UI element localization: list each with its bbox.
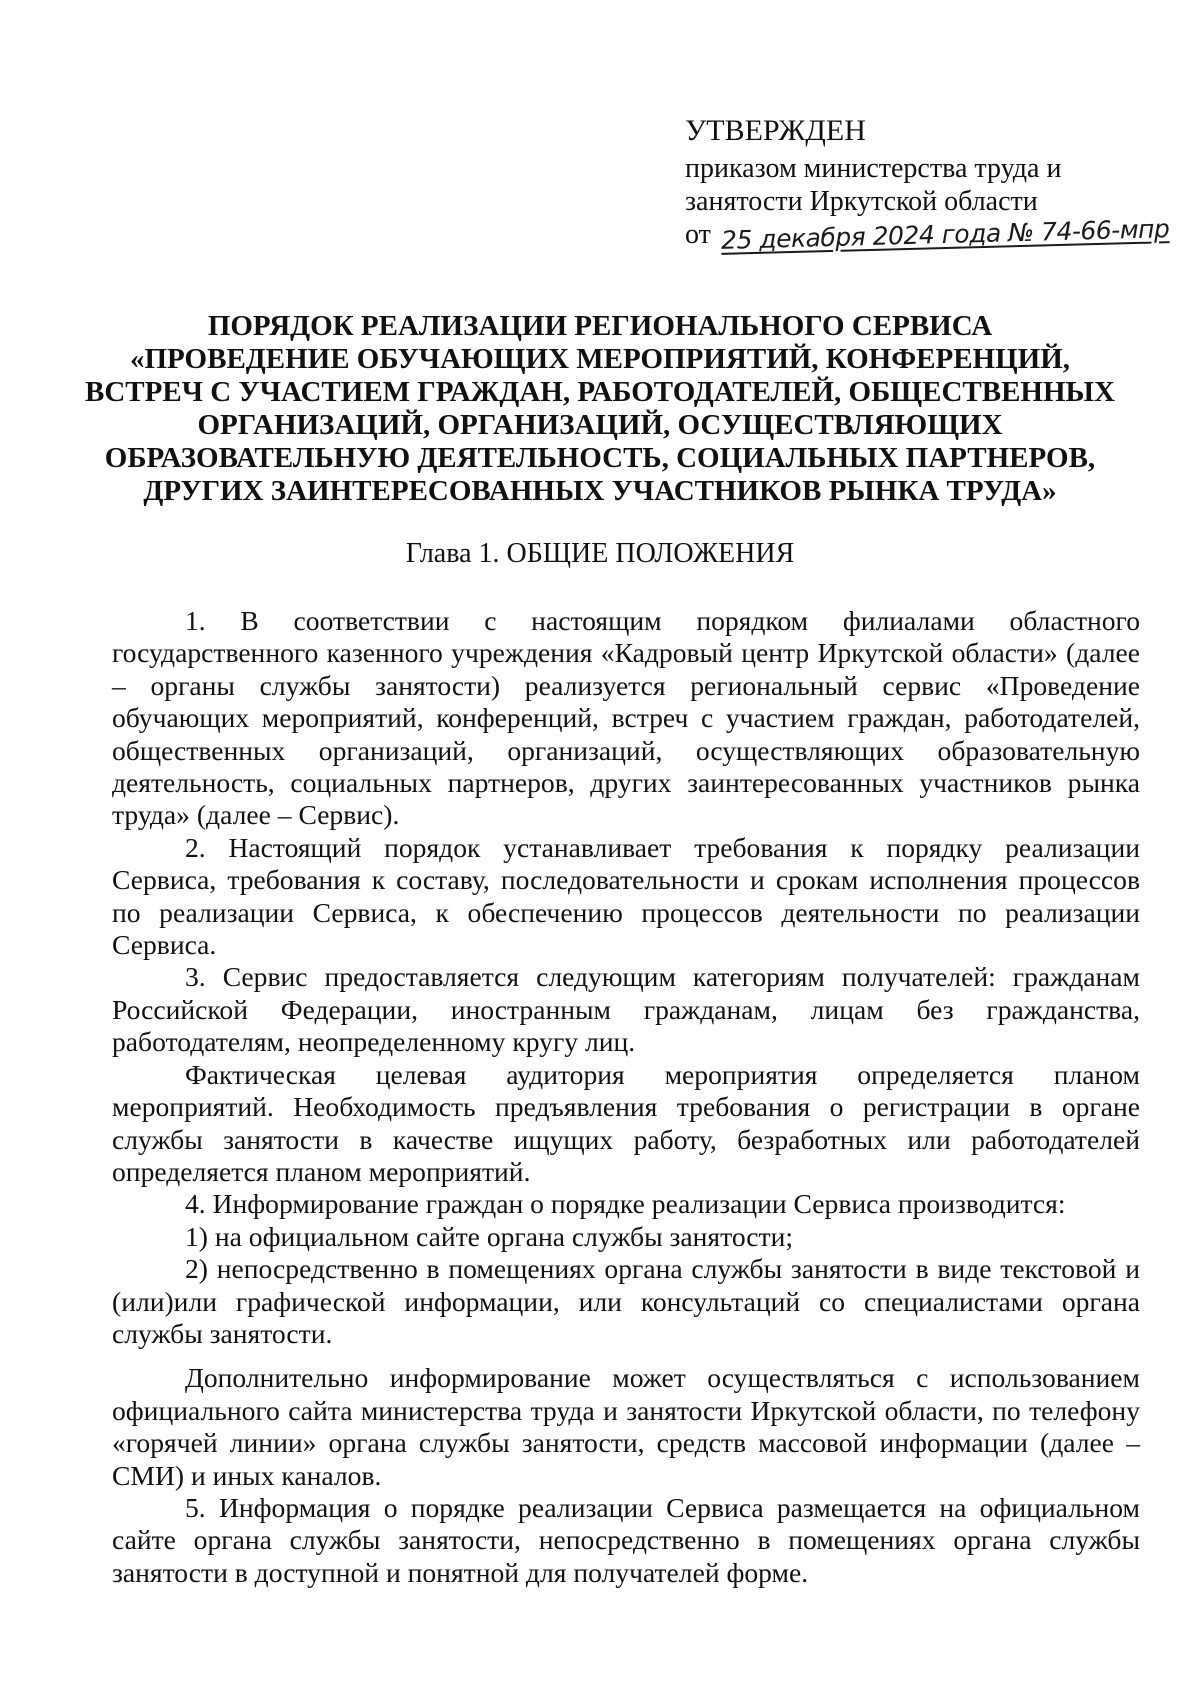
paragraph-1: 1. В соответствии с настоящим порядком филиалами областного государственного казенного учреждения «Кадровый центр Иркутской области» (далее – органы службы занятости) реализуется региональный сервис «Проведение обучающих мероприятий, конференций, встреч с участием граждан, работодателей, общественных организаций, организаций, осуществляющих образовательную деятельность, социальных партнеров, других заинтересованных участников рынка труда» (далее – Сервис). — [112, 605, 1140, 831]
handwritten-date: 25 декабря 2024 года № 74-66-мпр — [720, 214, 1170, 255]
approval-date-row — [685, 214, 1170, 255]
paragraph-3-audience: Фактическая целевая аудитория мероприятия определяется планом мероприятий. Необходимость предъявления требования о регистрации в органе службы занятости в качестве ищущих работу, безработных или работодателей определяется планом мероприятий. — [112, 1058, 1140, 1187]
paragraph-4-item-1: 1) на официальном сайте органа службы занятости; — [185, 1220, 794, 1252]
approval-date-prefix: от — [685, 219, 711, 250]
paragraph-5: 5. Информация о порядке реализации Сервиса размещается на официальном сайте органа службы занятости, непосредственно в помещениях органа службы занятости в доступной и понятной для получателей форме. — [112, 1491, 1140, 1588]
paragraph-2: 2. Настоящий порядок устанавливает требования к порядку реализации Сервиса, требования к составу, последовательности и срокам исполнения процессов по реализации Сервиса, к обеспечению процессов деятельности по реализации Сервиса. — [112, 831, 1140, 961]
approval-line-2: занятости Иркутской области — [685, 186, 1038, 217]
title-line-2: «ПРОВЕДЕНИЕ ОБУЧАЮЩИХ МЕРОПРИЯТИЙ, КОНФЕРЕНЦИЙ, — [129, 343, 1071, 375]
paragraph-4: 4. Информирование граждан о порядке реализации Сервиса производится: — [185, 1188, 1066, 1220]
title-line-6: ДРУГИХ ЗАИНТЕРЕСОВАННЫХ УЧАСТНИКОВ РЫНКА ТРУДА» — [143, 475, 1057, 507]
title-line-4: ОРГАНИЗАЦИЙ, ОРГАНИЗАЦИЙ, ОСУЩЕСТВЛЯЮЩИХ — [197, 409, 1003, 441]
approval-line-1: приказом министерства труда и — [685, 153, 1062, 184]
paragraph-4-item-2: 2) непосредственно в помещениях органа службы занятости в виде текстовой и (или)или графической информации, или консультаций со специалистами органа службы занятости. — [112, 1253, 1140, 1349]
paragraph-3: 3. Сервис предоставляется следующим категориям получателей: гражданам Российской Федерации, иностранным гражданам, лицам без гражданства, работодателям, неопределенному кругу лиц. — [112, 961, 1140, 1058]
paragraph-4-additional: Дополнительно информирование может осуществляться с использованием официального сайта министерства труда и занятости Иркутской области, по телефону «горячей линии» органа службы занятости, средств массовой информации (далее – СМИ) и иных каналов. — [112, 1362, 1140, 1491]
approval-heading: УТВЕРЖДЕН — [685, 114, 866, 147]
chapter-heading: Глава 1. ОБЩИЕ ПОЛОЖЕНИЯ — [405, 538, 795, 569]
approval-block — [685, 112, 1170, 255]
title-line-3: ВСТРЕЧ С УЧАСТИЕМ ГРАЖДАН, РАБОТОДАТЕЛЕЙ, ОБЩЕСТВЕННЫХ — [85, 376, 1115, 408]
document-body — [112, 605, 1140, 1589]
title-line-5: ОБРАЗОВАТЕЛЬНУЮ ДЕЯТЕЛЬНОСТЬ, СОЦИАЛЬНЫХ ПАРТНЕРОВ, — [104, 442, 1096, 474]
document-title — [80, 310, 1120, 508]
title-line-1: ПОРЯДОК РЕАЛИЗАЦИИ РЕГИОНАЛЬНОГО СЕРВИСА — [207, 310, 993, 342]
